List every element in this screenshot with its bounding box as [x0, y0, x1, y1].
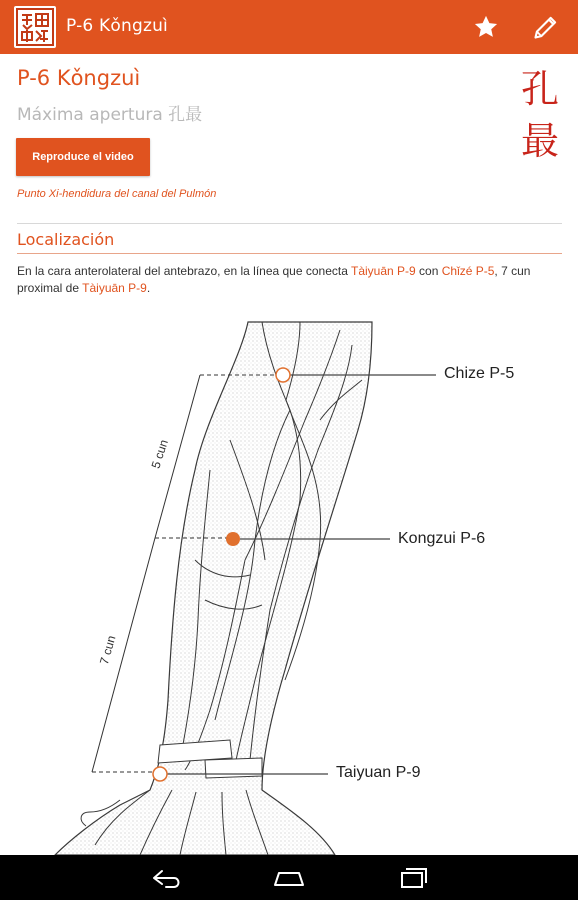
- app-bar: [0, 0, 578, 54]
- location-text: , 7 cun proximal de: [17, 264, 531, 295]
- forearm-illustration: [0, 320, 578, 855]
- app-title: P-6 Kǒngzuì: [66, 16, 168, 36]
- point-taiyuan-marker: [153, 767, 167, 781]
- play-video-button[interactable]: Reproduce el video: [16, 138, 150, 176]
- link-chize[interactable]: Chǐzé P-5: [441, 264, 495, 278]
- location-description: [17, 263, 565, 297]
- label-taiyuan: Taiyuan P-9: [336, 764, 421, 781]
- link-taiyuan-2[interactable]: Tàiyuān P-9: [82, 281, 147, 295]
- edit-button[interactable]: [532, 13, 560, 41]
- favorite-button[interactable]: [472, 13, 500, 41]
- point-title: P-6 Kǒngzuì: [17, 66, 141, 90]
- label-kongzui: Kongzui P-6: [398, 530, 486, 547]
- label-chize: Chize P-5: [444, 365, 515, 382]
- chinese-char-1: 孔: [520, 67, 560, 111]
- location-text: .: [146, 281, 151, 295]
- cun-label-upper: 5 cun: [148, 437, 171, 471]
- seal-logo-icon[interactable]: [14, 6, 56, 48]
- chinese-characters: [516, 62, 564, 164]
- recents-button[interactable]: [390, 863, 434, 893]
- recents-icon: [390, 863, 434, 893]
- home-icon: [267, 863, 311, 893]
- divider: [17, 223, 562, 224]
- chinese-char-2: 最: [520, 119, 560, 163]
- cun-label-lower: 7 cun: [96, 633, 119, 667]
- pencil-icon: [532, 13, 560, 41]
- back-button[interactable]: [144, 863, 188, 893]
- point-category: Punto Xi-hendidura del canal del Pulmón: [17, 188, 217, 200]
- section-underline: [17, 253, 562, 254]
- system-nav-bar: [0, 855, 578, 900]
- location-text: con: [415, 264, 442, 278]
- point-subtitle: Máxima apertura 孔最: [17, 105, 203, 125]
- link-taiyuan[interactable]: Tàiyuān P-9: [351, 264, 416, 278]
- point-chize-marker: [276, 368, 290, 382]
- star-icon: [472, 13, 500, 41]
- location-text: En la cara anterolateral del antebrazo, en la línea que conecta: [17, 264, 352, 278]
- section-title-localization: Localización: [17, 230, 115, 249]
- point-kongzui-marker: [226, 532, 240, 546]
- home-button[interactable]: [267, 863, 311, 893]
- back-icon: [144, 863, 188, 893]
